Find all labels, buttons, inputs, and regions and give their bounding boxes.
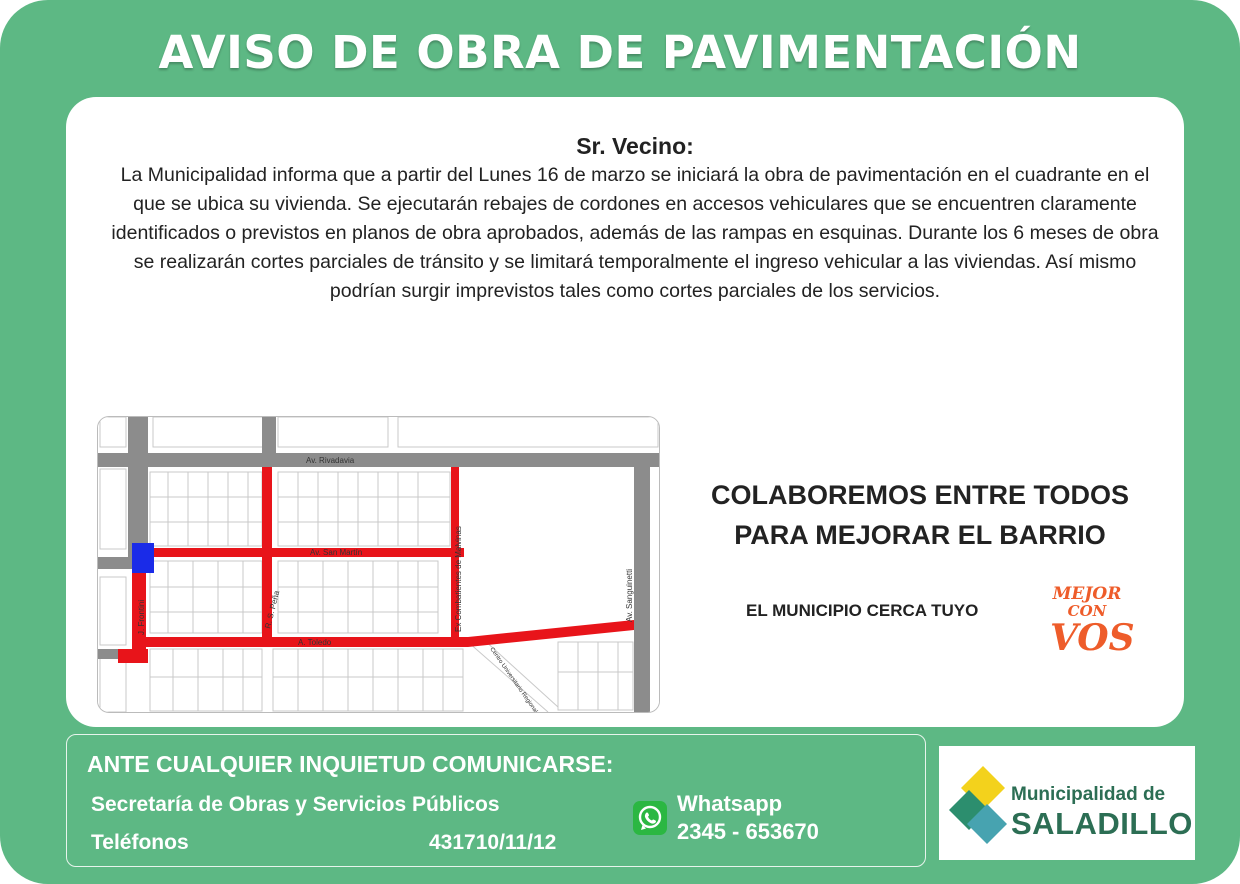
label-san-martin: Av. San Martín — [310, 548, 363, 557]
secretaria-name: Secretaría de Obras y Servicios Públicos — [91, 793, 500, 816]
notice-text — [66, 131, 1204, 306]
mejor-text: MEJOR — [1052, 584, 1122, 604]
slogan-line-2: PARA MEJORAR EL BARRIO — [734, 520, 1106, 550]
slogan-line-1: COLABOREMOS ENTRE TODOS — [710, 480, 1130, 510]
label-rivadavia: Av. Rivadavia — [306, 456, 355, 465]
municipalidad-logo — [939, 746, 1195, 860]
label-frontini: J. Frontini — [137, 599, 146, 635]
label-toledo: A. Toledo — [298, 638, 332, 647]
logo-top-text: Municipalidad de — [1011, 784, 1166, 805]
con-text: CON — [1067, 602, 1107, 620]
phones-label: Teléfonos — [91, 831, 189, 854]
whatsapp-number: 2345 - 653670 — [677, 819, 819, 844]
mejor-con-vos-logo — [1050, 584, 1135, 675]
notice-body: La Municipalidad informa que a partir del Lunes 16 de marzo se iniciará la obra de pavimentación en el cuadrante en el que se ubica su vivienda. Se ejecutarán rebajes de cordones en accesos vehiculares que se encuentren claramente identificados o previstos en planos de obra aprobados, además de las rampas en esquinas. Durante los 6 meses de obra se realizarán cortes parciales de tránsito y se limitará temporalmente el ingreso vehicular a las viviendas. Así mismo podrían surgir imprevistos tales como cortes parciales de los servicios. — [111, 164, 1159, 302]
street-map-svg — [98, 417, 659, 712]
municipio-tagline: EL MUNICIPIO CERCA TUYO — [746, 601, 979, 620]
poster-title: AVISO DE OBRA DE PAVIMENTACIÓN — [158, 26, 1082, 79]
intersection-highlight — [132, 543, 154, 573]
whatsapp-icon — [633, 801, 667, 835]
label-sanguinetti: Av. Sanguinetti — [625, 568, 634, 622]
street-map — [97, 416, 660, 713]
contact-box — [66, 734, 926, 867]
notice-salutation: Sr. Vecino: — [576, 133, 694, 159]
whatsapp-label: Whatsapp — [677, 791, 783, 816]
logo-main-text: SALADILLO — [1011, 806, 1193, 841]
logo-mark-icon — [943, 746, 1013, 860]
label-pena: R. S. Peña — [263, 589, 282, 630]
contact-title: ANTE CUALQUIER INQUIETUD COMUNICARSE: — [87, 751, 614, 777]
phones-value: 431710/11/12 — [429, 831, 557, 854]
vos-text: VOS — [1050, 617, 1135, 659]
label-ex-combatientes: Ex Combatientes de Malvinas — [454, 526, 463, 632]
